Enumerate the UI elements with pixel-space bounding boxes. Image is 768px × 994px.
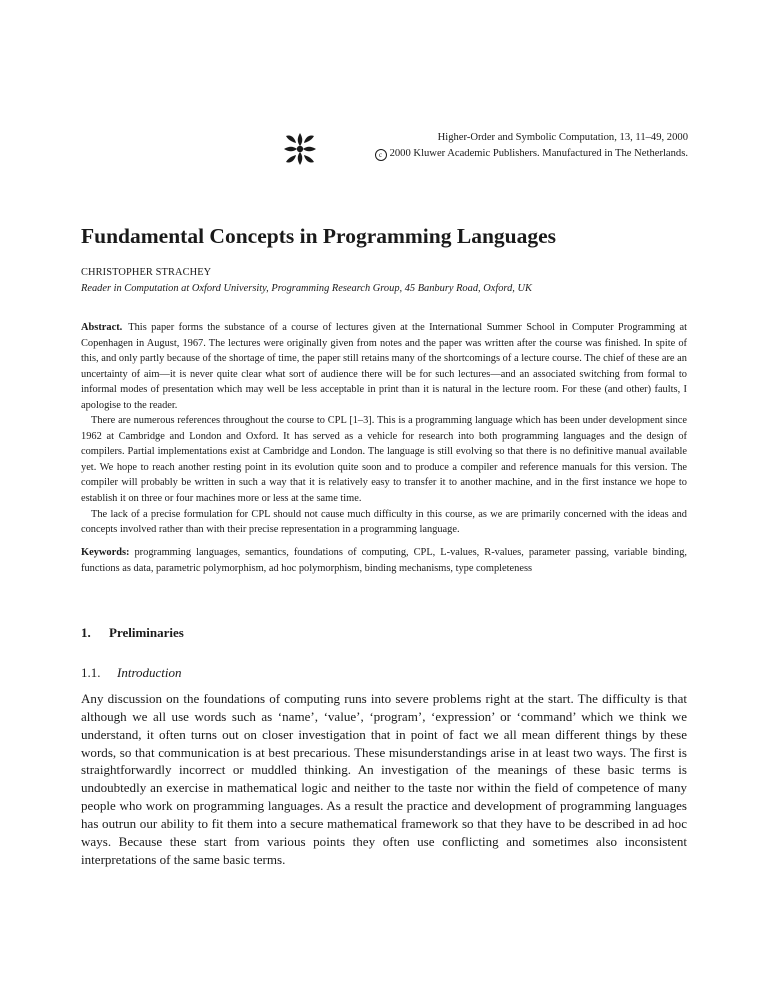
keywords-text: programming languages, semantics, foundations of computing, CPL, L-values, R-values, parameter passing, variable binding, functions as data, parametric polymorphism, ad hoc polymorphism, binding mechanisms, type completeness bbox=[81, 547, 687, 574]
abstract-paragraph-2: There are numerous references throughout the course to CPL [1–3]. This is a programming language which has been under development since 1962 at Cambridge and London and Oxford. It has served as a vehicle for research into both programming languages and the design of compilers. Partial implementations exist at Cambridge and London. The language is still evolving so that there is no definitive manual available yet. We hope to reach another resting point in its evolution quite soon and to produce a compiler and reference manuals for this version. The compiler will probably be written in such a way that it is relatively easy to transfer it to another machine, and in the first instance we hope to establish it on three or four machines more or less at the same time. bbox=[81, 415, 687, 505]
copyright-text: 2000 Kluwer Academic Publishers. Manufactured in The Netherlands. bbox=[389, 148, 688, 159]
journal-header bbox=[283, 130, 688, 172]
copyright-symbol-icon: c bbox=[375, 149, 387, 161]
abstract-paragraph-3: The lack of a precise formulation for CPL should not cause much difficulty in this course, as we are primarily concerned with the ideas and concepts involved rather than with their precise representation in a programming language. bbox=[81, 508, 687, 536]
paper-title: Fundamental Concepts in Programming Languages bbox=[81, 224, 557, 248]
subsection-number: 1.1. bbox=[81, 665, 101, 680]
section-title: Preliminaries bbox=[109, 625, 184, 640]
body-paragraph: Any discussion on the foundations of computing runs into severe problems right at the start. The difficulty is that although we all use words such as ‘name’, ‘value’, ‘program’, ‘expression’ or ‘command’ which we think we understand, it often turns out on closer investigation that in point of fact we all mean different things by these words, so that communication is at best precarious. These misunderstandings arise in at least two ways. The first is straightforwardly incorrect or muddled thinking. An investigation of the meanings of these basic terms is undoubtedly an exercise in mathematical logic and neither to the taste nor within the field of competence of many people who work on programming languages. As a result the practice and development of programming languages has outrun our ability to fit them into a secure mathematical framework so that they have to be described in ad hoc ways. Because these start from various points they often use conflicting and sometimes also inconsistent interpretations of the same basic terms. bbox=[81, 691, 687, 867]
copyright-line bbox=[375, 146, 688, 162]
keywords-block bbox=[81, 545, 687, 576]
abstract-text-1: This paper forms the substance of a course of lectures given at the International Summer School in Computer Programming at Copenhagen in August, 1967. The lectures were originally given from notes and the paper was written after the course was finished. In spite of this, and only partly because of the shortage of time, the paper still retains many of the shortcomings of a lecture course. The chief of these are an uncertainty of aim—it is never quite clear what sort of audience there will be for such lectures—and an associated switching from formal to informal modes of presentation which may well be less acceptable in print than it is natural in the lecture room. For these (and other) faults, I apologise to the reader. bbox=[81, 322, 687, 411]
author-affiliation: Reader in Computation at Oxford University, Programming Research Group, 45 Banbury Road, Oxford, UK bbox=[81, 283, 532, 294]
kluwer-logo-icon bbox=[283, 132, 317, 166]
abstract-block bbox=[81, 320, 687, 538]
body-text bbox=[81, 690, 687, 868]
journal-citation bbox=[375, 130, 688, 162]
journal-line: Higher-Order and Symbolic Computation, 13, 11–49, 2000 bbox=[437, 132, 688, 143]
subsection-heading bbox=[81, 664, 182, 682]
abstract-label: Abstract. bbox=[81, 322, 123, 333]
subsection-title: Introduction bbox=[117, 665, 182, 680]
author-name: CHRISTOPHER STRACHEY bbox=[81, 267, 212, 278]
section-heading bbox=[81, 624, 184, 642]
section-number: 1. bbox=[81, 625, 91, 640]
abstract-paragraph-1 bbox=[81, 320, 687, 413]
keywords-label: Keywords: bbox=[81, 547, 130, 558]
